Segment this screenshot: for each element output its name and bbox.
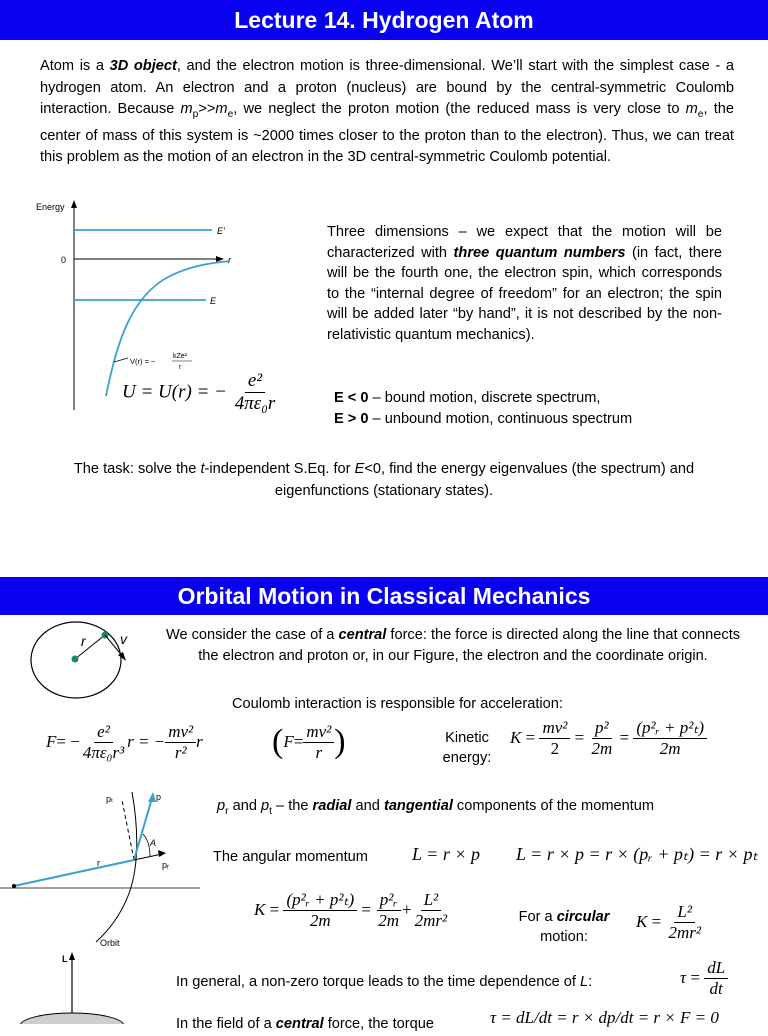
kinetic-num-1: mv² [539,718,570,739]
coulomb-acceleration-text: Coulomb interaction is responsible for acceleration: [232,696,563,712]
intro-text-3: , we neglect the proton motion (the reduced mass is very close to [233,101,686,118]
momentum-decomposition-figure [0,786,205,952]
kinetic2-den-1: 2m [309,910,331,930]
force-mag-eq: = [293,732,304,752]
kinetic-num-2: p² [592,718,612,739]
kinetic2-num-2: p²ᵣ [377,890,401,911]
kinetic-energy-equation: K = $\frac{\text{mv²}}{2}$ = $\frac{\text{p²}}{2m}$ = $\frac{\text{(p²ᵣ + p²ₜ)}}{2m}$ [510,718,707,758]
kinetic-den-1: 2 [550,738,560,758]
me-symbol-2: m [685,101,698,118]
r-axis-label: r [228,255,231,265]
circular-kinetic-equation: K = $\frac{\text{L²}}{\text{2mr²}}$ [636,902,704,942]
force-equation [46,722,203,762]
components-and-2: and [351,798,384,814]
torque-equation: τ = $\frac{dL}{dt}$ [680,958,728,998]
force-mag-den: r [315,742,323,762]
force-den-1: 4πε₀r³ [82,742,125,762]
radius-vector [75,635,105,659]
central-field-text [176,1014,434,1036]
velocity-arrow [118,652,126,661]
angle-arc [143,834,150,856]
angular-momentum-eq-2: L = r × p = r × (pᵣ + pₜ) = r × pₜ [516,844,758,864]
force-symbol: F [46,732,57,752]
e-prime-label: E' [217,226,225,236]
section-title: Orbital Motion in Classical Mechanics [177,583,591,609]
potential-formula-den: 4πε₀r [234,392,276,414]
orbit-label: Orbit [100,938,120,948]
orbit-plane [20,1013,124,1024]
mp-subscript: p [192,109,199,121]
angular-momentum-eq-1: L = r × p [412,844,480,864]
pt-symbol: p [261,798,270,814]
force-mid: r = − [127,732,166,752]
potential-formula-num: e² [245,370,265,393]
torque-sentence: In general, a non-zero torque leads to the time dependence of [176,974,581,990]
components-and: and [228,798,261,814]
intro-text-1: Atom is a [40,58,110,74]
kinetic2-plus: + [402,900,412,920]
energy-axis-label: Energy [36,202,65,212]
pr-arrow [158,850,166,857]
potential-label: V(r) = − [130,357,156,366]
circular-text-2: motion: [540,929,588,945]
central-force-paragraph [160,625,746,666]
central-field-text-2: force, the torque [323,1016,434,1032]
kinetic2-num-3: L² [421,890,442,911]
pr-symbol: p [217,798,226,814]
momentum-components-text [217,796,654,823]
circular-den: 2mr² [668,922,701,942]
intro-text-4: , the center of mass of this system is ~2000 times closer to the proton than to the electron). Thus, we can treat this problem as the motion of an electron in the 3D central-symmetric Coulomb potential. [40,101,734,166]
intro-paragraph [40,56,734,169]
angular-momentum-figure [0,950,150,1024]
pt-dashed-line [122,800,134,860]
much-greater: >> [198,101,216,118]
intro-3d-object: 3D object [109,58,177,74]
three-quantum-numbers: three quantum numbers [453,244,626,261]
radial-word: radial [312,798,352,814]
tangential-word: tangential [383,798,453,814]
bound-condition: E < 0 [334,390,369,406]
mp-symbol: m [180,101,193,118]
components-tail: components of the momentum [452,798,655,814]
kinetic-num-3: (p²ᵣ + p²ₜ) [633,718,707,739]
circular-word: circular [556,909,610,925]
section-title-banner [0,577,768,615]
potential-denominator: r [179,364,182,371]
kinetic-energy-angular-equation: K = $\frac{\text{(p²ᵣ + p²ₜ)}}{2m}$ = $\frac{\text{p²ᵣ}}{2m}$ + $\frac{\text{L²}}{\text{2mr²}}$ [254,890,450,930]
lecture-title: Lecture 14. Hydrogen Atom [234,7,534,33]
force-eq-sign: = − [56,732,80,752]
torque-text [176,972,592,994]
force-mag-num: mv² [303,722,334,743]
task-e: E [354,461,365,477]
unbound-motion-line [334,409,734,430]
bound-text: – bound motion, discrete spectrum, [368,390,601,406]
pt-subscript: t [269,805,272,817]
task-paragraph [70,459,698,502]
unbound-text: – unbound motion, continuous spectrum [368,411,633,427]
components-dash: – the [271,798,313,814]
e-label: E [210,296,217,306]
pr-subscript: r [225,805,229,817]
torque-num: dL [704,958,728,979]
kinetic2-symbol: K [254,900,266,920]
force-tail: r [196,732,203,752]
kinetic-den-2: 2m [591,738,613,758]
r-vector-label: r [81,633,86,649]
three-dimensions-paragraph [327,222,722,345]
me-subscript: e [227,109,234,121]
task-text-1: The task: solve the [73,461,201,477]
circular-orbit-figure [28,618,138,700]
central-text-1: We consider the case of a [165,627,339,643]
kinetic2-den-3: 2mr² [414,910,448,930]
task-text-3: <0, find the energy eigenvalues (the spectrum) and eigenfunctions (stationary states). [274,461,695,499]
proton-dot [72,656,79,663]
potential-pointer [114,358,128,362]
three-dims-text-1: Three dimensions – we expect that the motion will be characterized with [327,224,722,261]
pt-label: pₜ [106,794,114,804]
zero-label: 0 [61,255,67,265]
central-word: central [338,627,387,643]
task-text-2: -independent S.Eq. for [204,461,355,477]
unbound-condition: E > 0 [334,411,369,427]
task-t: t [200,461,205,477]
angular-momentum-label: The angular momentum [213,849,368,865]
kinetic-energy-label: Kinetic energy: [442,730,492,766]
pr-vector [134,854,162,860]
pr-label: pᵣ [162,860,170,870]
torque-colon: : [588,974,593,990]
potential-formula-lhs: U = U(r) = − [122,381,227,403]
origin-dot [12,884,16,888]
circular-k-symbol: K [636,912,648,932]
force-mag-symbol: F [283,732,294,752]
central-field-equation: τ = dL/dt = r × dp/dt = r × F = 0 [490,1008,719,1027]
energy-axis-arrow [71,200,77,208]
r-line [14,860,134,886]
bound-motion-line [334,388,734,409]
kinetic2-num-1: (p²ᵣ + p²ₜ) [283,890,357,911]
torque-den: dt [709,978,723,998]
r-label: r [97,858,100,868]
potential-formula [122,370,278,415]
me-symbol: m [215,101,228,118]
kinetic-symbol: K [510,728,522,748]
force-magnitude-equation: ( F = $\frac{\text{mv²}}{r}$ ) [272,722,346,762]
force-den-2: r² [174,742,187,762]
a-label: A [150,838,157,848]
l-label: L [62,954,68,964]
lecture-title-banner [0,0,768,40]
force-num-2: mv² [165,722,196,743]
me-subscript-2: e [697,109,704,121]
l-arrow [69,952,75,960]
kinetic-den-3: 2m [659,738,681,758]
v-vector-label: v [120,631,127,647]
circular-motion-label [504,907,624,947]
three-dims-text-2: (in fact, there will be the fourth one, the electron spin, which corresponds to the “internal degree of freedom” for an electron; the spin will be added later “by hand”, it is not described by the non-relativistic quantum mechanics). [327,244,722,343]
kinetic2-den-2: 2m [378,910,399,930]
circular-text-1: For a [518,909,557,925]
circular-num: L² [674,902,695,923]
central-field-word: central [275,1016,324,1032]
torque-l-symbol: L [580,974,589,990]
force-num-1: e² [94,722,113,743]
potential-numerator: kZe² [173,353,187,360]
p-label: p [156,792,162,802]
p-arrow [148,792,156,802]
intro-text-2: , and the electron motion is three-dimensional. We’ll start with the simplest case - a hydrogen atom. An electron and a proton (nucleus) are bound by the central-symmetric Coulomb interaction. Because [40,58,734,118]
central-field-text-1: In the field of a [176,1016,276,1032]
tau-symbol: τ [680,968,687,988]
central-text-2: force: the force is directed along the line that connects the electron and proton or, in our Figure, the electron and the coordinate origin. [198,627,741,664]
